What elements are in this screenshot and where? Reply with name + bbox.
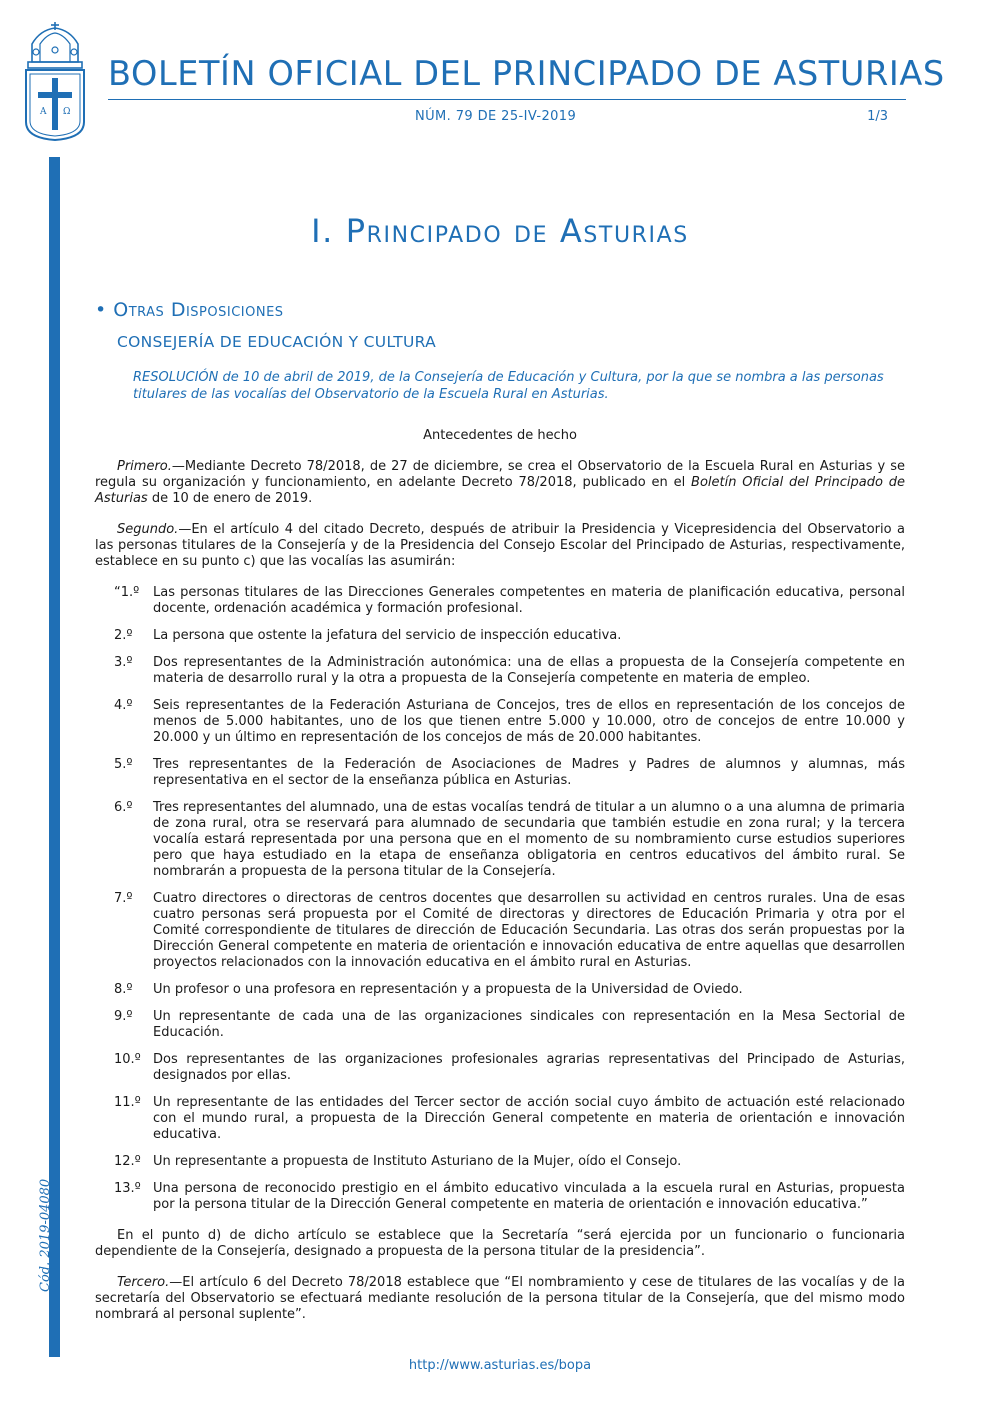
- list-item: [95, 891, 905, 971]
- subsection-title: • Otras Disposiciones: [95, 299, 284, 321]
- bulletin-title: BOLETÍN OFICIAL DEL PRINCIPADO DE ASTURIAS: [108, 54, 945, 93]
- list-item: [95, 1052, 905, 1084]
- list-item-text: Un profesor o una profesora en representación y a propuesta de la Universidad de Oviedo.: [153, 982, 743, 997]
- department-name: CONSEJERÍA DE EDUCACIÓN Y CULTURA: [117, 333, 437, 351]
- list-item-text: Tres representantes del alumnado, una de estas vocalías tendrá de titular a un alumno o a una alumna de primaria de zona rural, otra se reservará para alumnado de secundaria que también estudie en zona rural; y la tercera vocalía estará representada por una persona que en el momento de su nombramiento curse estudios superiores pero que haya estudiado en la etapa de enseñanza obligatoria en centros educativos del ámbito rural. Se nombrarán a propuesta de la persona titular de la Consejería.: [153, 800, 905, 879]
- document-code: Cód. 2019-04080: [38, 1178, 53, 1292]
- list-item-number: [95, 1181, 153, 1213]
- list-item-number: [95, 628, 153, 644]
- list-item-text: Seis representantes de la Federación Asturiana de Concejos, tres de ellos en representación de los concejos de menos de 5.000 habitantes, uno de los que tienen entre 5.000 y 10.000, otro de concejos de entre 10.000 y 20.000 y un último en representación de los concejos de más de 20.000 habitantes.: [153, 698, 905, 745]
- crown-cross-emblem-icon: [22, 22, 88, 142]
- paragraph-segundo: [95, 522, 905, 570]
- list-item-text: Dos representantes de las organizaciones profesionales agrarias representativas del Principado de Asturias, designados por ellas.: [153, 1052, 905, 1083]
- list-item-number: [95, 1009, 153, 1041]
- tercero-label: Tercero.: [117, 1275, 170, 1290]
- list-item-text: Las personas titulares de las Direcciones Generales competentes en materia de planificación educativa, personal docente, ordenación académica y formación profesional.: [153, 585, 905, 616]
- list-item-number: [95, 800, 153, 880]
- paragraph-primero: [95, 459, 905, 507]
- list-item-number: [95, 655, 153, 687]
- page-number: 1/3: [867, 109, 888, 124]
- list-item: [95, 757, 905, 789]
- footer-url-link[interactable]: http://www.asturias.es/bopa: [408, 1358, 592, 1373]
- list-item-text: Cuatro directores o directoras de centros docentes que desarrollen su actividad en centros rurales. Una de esas cuatro personas será propuesta por el Comité de directoras y directores de Educación Primaria y otra por el Comité correspondiente de titulares de dirección de Educación Secundaria. Las otras dos serán propuestas por la Dirección General competente en materia de orientación e innovación educativa de entre aquellas que desarrollen proyectos relacionados con la innovación educativa en el ámbito rural en Asturias.: [153, 891, 905, 970]
- list-item-number: [95, 757, 153, 789]
- list-item: [95, 1154, 905, 1170]
- list-item-number-label: 9.º: [114, 1009, 133, 1024]
- list-item: [95, 698, 905, 746]
- list-item: [95, 1095, 905, 1143]
- paragraph-tercero: [95, 1275, 905, 1323]
- segundo-label: Segundo.: [117, 522, 179, 537]
- primero-text-b: de 10 de enero de 2019.: [147, 491, 313, 506]
- list-item: [95, 800, 905, 880]
- list-item-number-label: 7.º: [114, 891, 133, 906]
- list-item-number-label: 10.º: [114, 1052, 141, 1067]
- list-item-number-label: 12.º: [114, 1154, 141, 1169]
- resolution-summary: RESOLUCIÓN de 10 de abril de 2019, de la Consejería de Educación y Cultura, por la que se nombra a las personas titulares de las vocalías del Observatorio de la Escuela Rural en Asturias.: [133, 370, 884, 402]
- list-item-number-label: 5.º: [114, 757, 133, 772]
- list-item-text: Un representante a propuesta de Instituto Asturiano de la Mujer, oído el Consejo.: [153, 1154, 682, 1169]
- list-item: [95, 982, 905, 998]
- list-item-number: [95, 982, 153, 998]
- list-item-number: [95, 698, 153, 746]
- list-item-number-label: 3.º: [114, 655, 133, 670]
- paragraph-punto-d: En el punto d) de dicho artículo se establece que la Secretaría “será ejercida por un funcionario o funcionaria dependiente de la Consejería, designado a propuesta de la persona titular de la presidencia”.: [95, 1228, 905, 1259]
- primero-bulletin-name: Boletín Oficial del Principado de Asturias: [95, 475, 906, 506]
- primero-text-a: —Mediante Decreto 78/2018, de 27 de diciembre, se crea el Observatorio de la Escuela Rural en Asturias y se regula su organización y funcionamiento, en adelante Decreto 78/2018, publicado en el: [95, 459, 905, 490]
- list-item-text: Tres representantes de la Federación de Asociaciones de Madres y Padres de alumnos y alumnas, más representativa en el sector de la enseñanza pública en Asturias.: [153, 757, 905, 788]
- list-item: [95, 1009, 905, 1041]
- antecedentes-heading: Antecedentes de hecho: [423, 428, 577, 443]
- list-item-number: [95, 585, 153, 617]
- list-item-number-label: 8.º: [114, 982, 133, 997]
- side-margin-bar: [49, 157, 60, 1357]
- svg-text:A: A: [40, 107, 47, 117]
- masthead-divider: [108, 99, 906, 100]
- list-item-number: [95, 1095, 153, 1143]
- list-item-number: [95, 1052, 153, 1084]
- list-item-text: Un representante de las entidades del Tercer sector de acción social cuyo ámbito de actuación esté relacionado con el mundo rural, a propuesta de la Dirección General competente en materia de orientación e innovación educativa.: [153, 1095, 905, 1142]
- list-item-number-label: 2.º: [114, 628, 133, 643]
- list-item-number: [95, 1154, 153, 1170]
- segundo-text: —En el artículo 4 del citado Decreto, después de atribuir la Presidencia y Vicepresidencia del Observatorio a las personas titulares de la Consejería y de la Presidencia del Consejo Escolar del Principado de Asturias, respectivamente, establece en su punto c) que las vocalías las asumirán:: [95, 522, 905, 569]
- primero-label: Primero.: [117, 459, 172, 474]
- tercero-text: —El artículo 6 del Decreto 78/2018 establece que “El nombramiento y cese de titulares de las vocalías y de la secretaría del Observatorio se efectuará mediante resolución de la persona titular de la Consejería, que del mismo modo nombrará al personal suplente”.: [95, 1275, 905, 1322]
- list-item: [95, 628, 905, 644]
- list-item-text: La persona que ostente la jefatura del servicio de inspección educativa.: [153, 628, 622, 643]
- list-item: [95, 655, 905, 687]
- list-item-number: [95, 891, 153, 971]
- list-item-text: Dos representantes de la Administración autonómica: una de ellas a propuesta de la Consejería competente en materia de desarrollo rural y la otra a propuesta de la Consejería competente en materia de empleo.: [153, 655, 905, 686]
- list-item: [95, 1181, 905, 1213]
- vocalias-list: [95, 585, 905, 1213]
- list-item-number-label: 11.º: [114, 1095, 141, 1110]
- list-item-text: Una persona de reconocido prestigio en el ámbito educativo vinculada a la escuela rural en Asturias, propuesta por la persona titular de la Dirección General competente en materia de orientación e innovación educativa.”: [153, 1181, 905, 1212]
- list-item-number-label: 13.º: [114, 1181, 141, 1196]
- list-item-number-label: 4.º: [114, 698, 133, 713]
- list-item-number-label: 6.º: [114, 800, 133, 815]
- svg-text:Ω: Ω: [63, 107, 71, 117]
- document-body: [95, 428, 905, 1338]
- list-item: [95, 585, 905, 617]
- list-item-text: Un representante de cada una de las organizaciones sindicales con representación en la Mesa Sectorial de Educación.: [153, 1009, 905, 1040]
- list-item-number-label: “1.º: [114, 585, 140, 600]
- section-title: I. Principado de Asturias: [311, 212, 689, 250]
- coat-of-arms-logo: [22, 22, 88, 142]
- issue-number: NÚM. 79 DE 25-IV-2019: [415, 109, 577, 124]
